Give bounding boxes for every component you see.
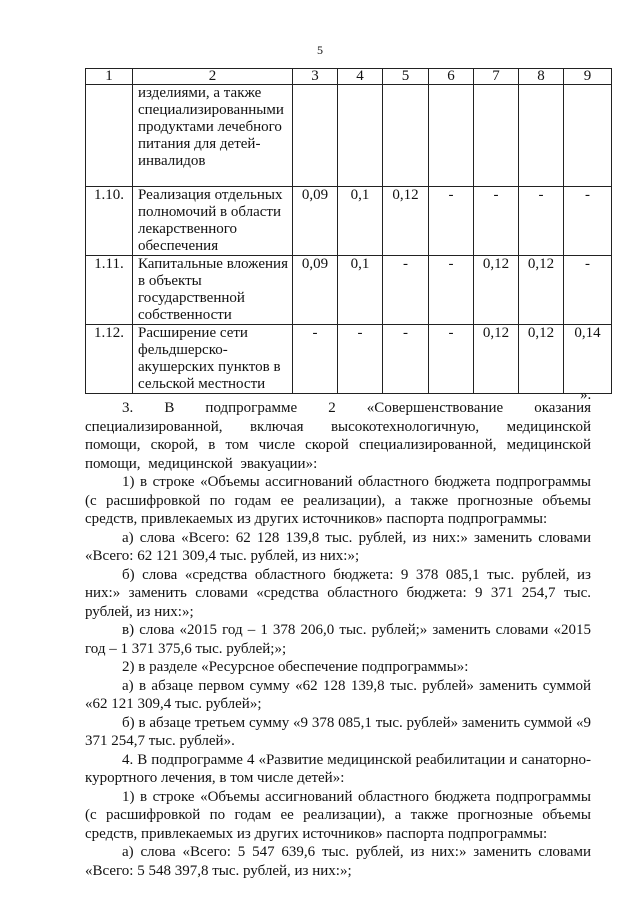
value-cell: -	[564, 256, 612, 325]
header-cell: 5	[383, 69, 429, 85]
value-cell: 0,1	[338, 187, 383, 256]
value-cell	[474, 85, 519, 187]
header-cell: 6	[429, 69, 474, 85]
paragraph: 1) в строке «Объемы ассигнований областного бюджета подпрограммы (с расшифровкой по годам ее реализации), а также прогнозные объемы средств, привлекаемых из других источников» паспорта подпрограммы:	[85, 474, 591, 527]
header-cell: 3	[293, 69, 338, 85]
header-cell: 9	[564, 69, 612, 85]
row-number-cell: 1.10.	[86, 187, 133, 256]
value-cell	[429, 85, 474, 187]
paragraph: б) в абзаце третьем сумму «9 378 085,1 тыс. рублей» заменить суммой «9 371 254,7 тыс. рублей».	[85, 714, 591, 749]
paragraph: 3. В подпрограмме 2 «Совершенствование оказания специализированной, включая высокотехнологичную, медицинской помощи, скорой, в том числе скорой специализированной, медицинской помощи, медицинской эвакуации»:	[85, 400, 591, 472]
row-description-cell: Расширение сети фельдшерско-акушерских пунктов в сельской местности	[133, 325, 293, 394]
body-text	[85, 399, 591, 880]
value-cell	[519, 85, 564, 187]
paragraph: а) в абзаце первом сумму «62 128 139,8 тыс. рублей» заменить суммой «62 121 309,4 тыс. рублей»;	[85, 677, 591, 712]
paragraph: б) слова «средства областного бюджета: 9 378 085,1 тыс. рублей, из них:» заменить словами «средства областного бюджета: 9 371 254,7 тыс. рублей, из них:»;	[85, 566, 591, 620]
value-cell: -	[429, 325, 474, 394]
table-row	[86, 325, 612, 394]
value-cell: -	[564, 187, 612, 256]
paragraph: 4. В подпрограмме 4 «Развитие медицинской реабилитации и санаторно-курортного лечения, в том числе детей»:	[85, 751, 591, 786]
row-number-cell: 1.12.	[86, 325, 133, 394]
row-description-cell: Реализация отдельных полномочий в области лекарственного обеспечения	[133, 187, 293, 256]
value-cell: -	[293, 325, 338, 394]
value-cell: 0,14	[564, 325, 612, 394]
header-cell: 1	[86, 69, 133, 85]
page-number: 5	[317, 43, 323, 57]
value-cell	[564, 85, 612, 187]
value-cell: -	[429, 256, 474, 325]
value-cell: 0,12	[519, 325, 564, 394]
value-cell	[338, 85, 383, 187]
row-description-cell: Капитальные вложения в объекты государственной собственности	[133, 256, 293, 325]
paragraph: 2) в разделе «Ресурсное обеспечение подпрограммы»:	[122, 659, 469, 675]
value-cell: -	[383, 325, 429, 394]
header-cell: 4	[338, 69, 383, 85]
value-cell: 0,09	[293, 256, 338, 325]
table-closing-quote: ».	[580, 387, 592, 403]
header-cell: 2	[133, 69, 293, 85]
table-row	[86, 256, 612, 325]
value-cell: 0,12	[474, 325, 519, 394]
value-cell: -	[519, 187, 564, 256]
value-cell	[293, 85, 338, 187]
header-cell: 8	[519, 69, 564, 85]
value-cell: 0,12	[474, 256, 519, 325]
value-cell: -	[429, 187, 474, 256]
value-cell	[383, 85, 429, 187]
value-cell: 0,12	[519, 256, 564, 325]
header-cell: 7	[474, 69, 519, 85]
paragraph: а) слова «Всего: 5 547 639,6 тыс. рублей, из них:» заменить словами «Всего: 5 548 397,8 тыс. рублей, из них:»;	[85, 844, 591, 879]
row-description-cell: изделиями, а также специализированными продуктами лечебного питания для детей-инвалидов	[133, 85, 293, 187]
row-number-cell	[86, 85, 133, 187]
paragraph: 1) в строке «Объемы ассигнований областного бюджета подпрограммы (с расшифровкой по годам ее реализации), а также прогнозные объемы средств, привлекаемых из других источников» паспорта подпрограммы:	[85, 788, 591, 842]
value-cell: -	[338, 325, 383, 394]
value-cell: 0,09	[293, 187, 338, 256]
paragraph: в) слова «2015 год – 1 378 206,0 тыс. рублей;» заменить словами «2015 год – 1 371 375,6 тыс. рублей;»;	[85, 622, 591, 657]
table-header-row	[86, 69, 612, 85]
indicator-table	[85, 68, 612, 394]
table-row	[86, 85, 612, 187]
value-cell: 0,12	[383, 187, 429, 256]
value-cell: -	[474, 187, 519, 256]
value-cell: 0,1	[338, 256, 383, 325]
table-row	[86, 187, 612, 256]
row-number-cell: 1.11.	[86, 256, 133, 325]
value-cell: -	[383, 256, 429, 325]
paragraph: а) слова «Всего: 62 128 139,8 тыс. рублей, из них:» заменить словами «Всего: 62 121 309,4 тыс. рублей, из них:»;	[85, 529, 591, 564]
